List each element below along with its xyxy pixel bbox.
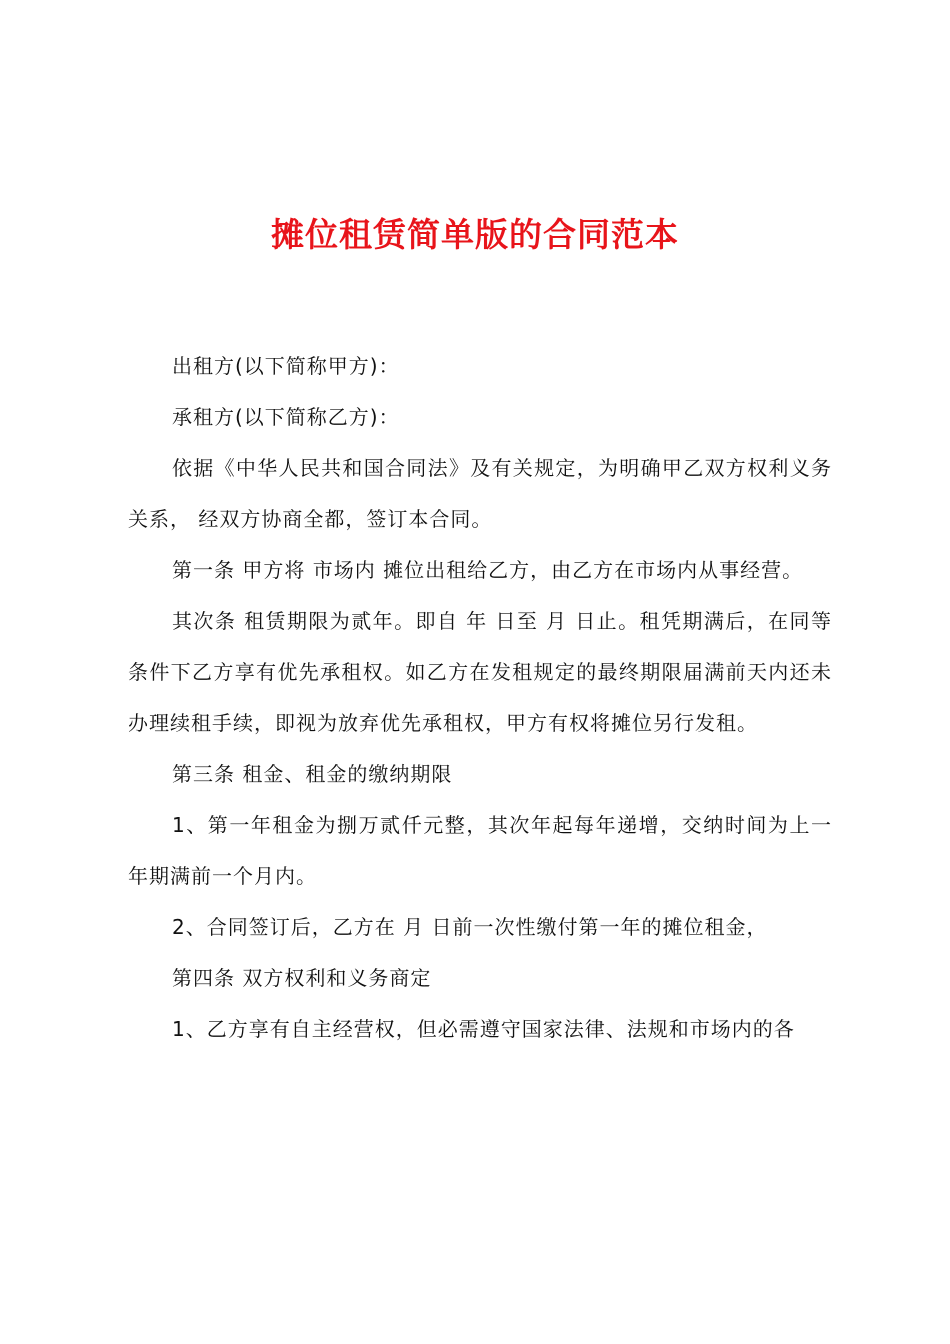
paragraph-article-4-heading: 第四条 双方权利和义务商定 xyxy=(172,966,432,990)
document-title: 摊位租赁简单版的合同范本 xyxy=(271,215,679,254)
document-body xyxy=(128,341,832,1055)
paragraph-article-4-item-1: 1、乙方享有自主经营权，但必需遵守国家法律、法规和市场内的各 xyxy=(172,1017,795,1041)
paragraph-preamble: 依据《中华人民共和国合同法》及有关规定，为明确甲乙双方权利义务关系， 经双方协商全都，签订本合同。 xyxy=(128,456,832,531)
paragraph-lessor: 出租方(以下简称甲方)： xyxy=(172,354,400,378)
paragraph-article-3-item-1: 1、第一年租金为捌万贰仟元整，其次年起每年递增，交纳时间为上一年期满前一个月内。 xyxy=(128,813,832,888)
paragraph-article-2: 其次条 租赁期限为贰年。即自 年 日至 月 日止。租凭期满后，在同等条件下乙方享有优先承租权。如乙方在发租规定的最终期限届满前天内还未办理续租手续，即视为放弃优先承租权，甲方有权将摊位另行发租。 xyxy=(128,609,832,735)
paragraph-article-3-heading: 第三条 租金、租金的缴纳期限 xyxy=(172,762,453,786)
paragraph-lessee: 承租方(以下简称乙方)： xyxy=(172,405,400,429)
paragraph-article-1: 第一条 甲方将 市场内 摊位出租给乙方，由乙方在市场内从事经营。 xyxy=(172,558,804,582)
paragraph-article-3-item-2: 2、合同签订后，乙方在 月 日前一次性缴付第一年的摊位租金， xyxy=(172,915,768,939)
